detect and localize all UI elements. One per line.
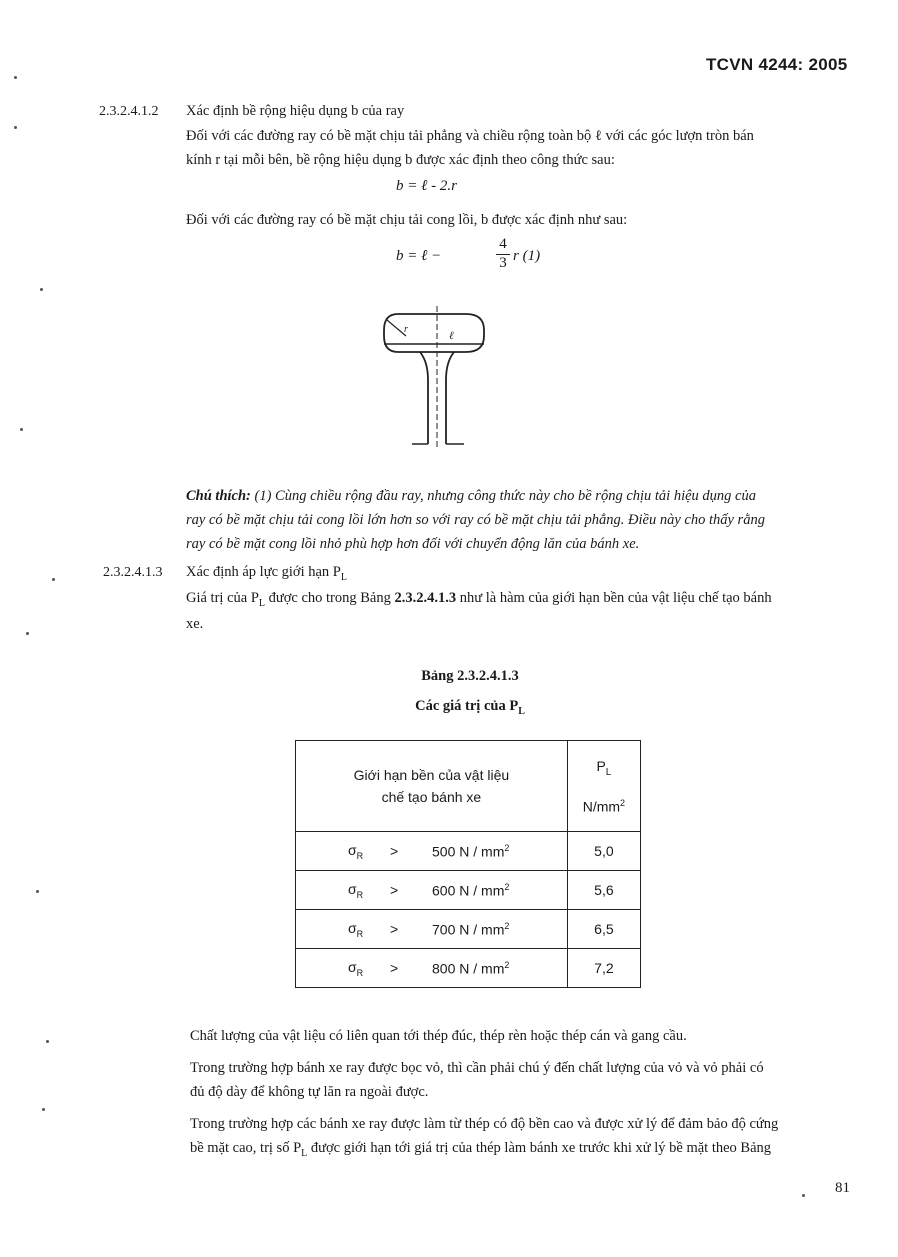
table-row (296, 910, 641, 949)
scan-speck (46, 1040, 49, 1043)
limit-value: 800 N / $mm^2$ (432, 959, 510, 977)
header-pl-unit (568, 788, 640, 822)
sigma-symbol: $\sigma_R$ (348, 841, 364, 861)
paragraph-line: Đối với các đường ray có bề mặt chịu tải phẳng và chiều rộng toàn bộ ℓ với các góc lượn tròn bán (186, 128, 754, 144)
rail-head-outline (384, 314, 484, 352)
limit-cell (296, 910, 568, 949)
paragraph-line: kính r tại mỗi bên, bề rộng hiệu dụng b được xác định theo công thức sau: (186, 152, 615, 168)
table-caption: Bảng 2.3.2.4.1.3 (421, 668, 519, 684)
text: P (596, 757, 606, 774)
formula-convex-lhs: b = ℓ − (396, 248, 442, 264)
pl-value: 7,2 (567, 949, 640, 988)
scan-speck (14, 126, 17, 129)
operator: > (390, 842, 399, 859)
note-line: ray có bề mặt cong lồi nhỏ phù hợp hơn đối với chuyển động lăn của bánh xe. (186, 536, 640, 552)
fraction-denominator: 3 (499, 255, 507, 271)
scan-speck (802, 1194, 805, 1197)
limit-value: 700 N / $mm^2$ (432, 920, 510, 938)
limit-value: 500 N / $mm^2$ (432, 842, 510, 860)
scan-speck (14, 76, 17, 79)
sigma-symbol: $\sigma_R$ (348, 958, 364, 978)
scan-speck (26, 632, 29, 635)
operator: > (390, 920, 399, 937)
limit-cell (296, 871, 568, 910)
superscript: 2 (620, 797, 626, 808)
sigma-symbol: $\sigma_R$ (348, 880, 364, 900)
text: như là hàm của giới hạn bền của vật liệu chế tạo bánh (456, 590, 772, 606)
note-label: Chú thích: (186, 488, 251, 504)
radius-label: r (404, 324, 408, 335)
text: Giá trị của P (186, 590, 259, 606)
text: N/mm (582, 798, 621, 815)
header-line: Giới hạn bền của vật liệu (353, 767, 510, 783)
rail-cross-section-diagram (370, 300, 510, 455)
note-text: (1) Cùng chiều rộng đầu ray, nhưng công thức này cho bề rộng chịu tải hiệu dụng của (254, 488, 756, 504)
operator: > (390, 881, 399, 898)
pl-value: 5,6 (567, 871, 640, 910)
table-row (296, 832, 641, 871)
subscript: L (340, 571, 347, 583)
scan-speck (40, 288, 43, 291)
width-label: ℓ (449, 330, 454, 342)
section-number: 2.3.2.4.1.2 (99, 104, 159, 119)
note-line: ray có bề mặt chịu tải cong lồi lớn hơn so với ray có bề mặt chịu tải phẳng. Điều này cho thấy rằng (186, 512, 765, 528)
rail-web-right (446, 352, 454, 444)
table-header-row (296, 741, 641, 832)
header-material-strength (296, 741, 568, 832)
page-number: 81 (835, 1180, 850, 1196)
scan-speck (52, 578, 55, 581)
header-line: chế tạo bánh xe (381, 789, 482, 805)
table-reference: 2.3.2.4.1.3 (394, 590, 457, 606)
limit-cell (296, 832, 568, 871)
scan-speck (20, 428, 23, 431)
paragraph-line (186, 586, 772, 616)
paragraph-line: đủ độ dày để không tự lăn ra ngoài được. (190, 1084, 429, 1100)
text: bề mặt cao, trị số P (190, 1140, 302, 1156)
operator: > (390, 959, 399, 976)
paragraph-line: Đối với các đường ray có bề mặt chịu tải cong lồi, b được xác định như sau: (186, 212, 628, 228)
formula-convex-tail: r (1) (513, 248, 541, 264)
pl-value: 6,5 (567, 910, 640, 949)
text: được cho trong Bảng (265, 590, 395, 606)
section-title: Xác định bề rộng hiệu dụng b của ray (186, 103, 405, 119)
sigma-symbol: $\sigma_R$ (348, 919, 364, 939)
standard-code: TCVN 4244: 2005 (706, 55, 848, 74)
scan-speck (42, 1108, 45, 1111)
text: được giới hạn tới giá trị của thép làm bánh xe trước khi xử lý bề mặt theo Bảng (307, 1140, 772, 1156)
table-subcaption (380, 694, 560, 724)
section-title-text: Xác định áp lực giới hạn P (186, 564, 341, 580)
header-pl (567, 741, 640, 832)
limit-value: 600 N / $mm^2$ (432, 881, 510, 899)
rail-web-left (420, 352, 428, 444)
text: Các giá trị của P (415, 698, 519, 714)
paragraph-line: xe. (186, 616, 204, 632)
subscript: L (518, 705, 525, 717)
subscript: L (605, 766, 612, 778)
header-pl-symbol (568, 751, 640, 788)
paragraph-line (190, 1136, 771, 1166)
formula-flat: b = ℓ - 2.r (396, 178, 457, 194)
pl-value: 5,0 (567, 832, 640, 871)
limit-cell (296, 949, 568, 988)
table-row (296, 871, 641, 910)
section-number: 2.3.2.4.1.3 (103, 565, 163, 580)
paragraph-line: Trong trường hợp bánh xe ray được bọc vỏ, thì cần phải chú ý đến chất lượng của vỏ và vỏ phải có (190, 1060, 764, 1076)
subscript: L (258, 597, 265, 609)
scan-speck (36, 890, 39, 893)
fraction-numerator: 4 (499, 236, 507, 252)
paragraph-line: Trong trường hợp các bánh xe ray được làm từ thép có độ bền cao và được xử lý để đảm bảo độ cứng (190, 1116, 779, 1132)
paragraph-line: Chất lượng của vật liệu có liên quan tới thép đúc, thép rèn hoặc thép cán và gang cầu. (190, 1028, 687, 1044)
subscript: L (301, 1147, 308, 1159)
table-row (296, 949, 641, 988)
note-line (186, 484, 756, 508)
pl-values-table (295, 740, 641, 988)
fraction (496, 236, 510, 272)
